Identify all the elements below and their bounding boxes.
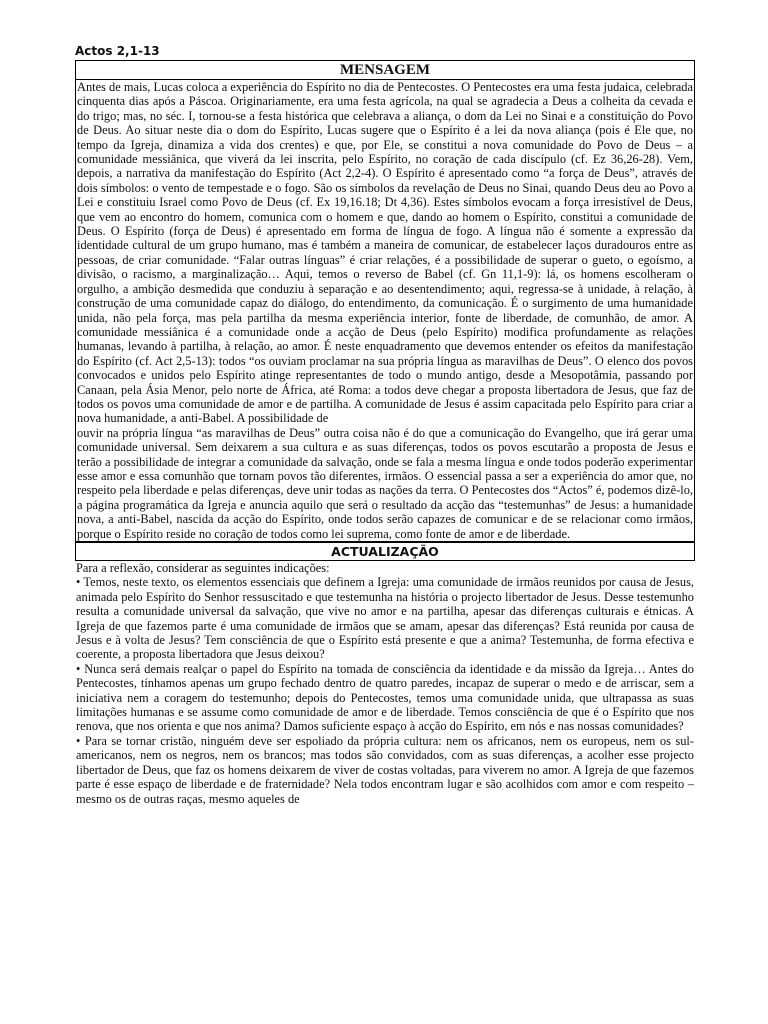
section-body-actualizacao [75, 561, 695, 806]
actualizacao-bullet-1: • Temos, neste texto, os elementos essenciais que definem a Igreja: uma comunidade de irmãos reunidos por causa de Jesus, animada pelo Espírito do Senhor ressuscitado e que testemunha na história o projecto libertador de Jesus. Desse testemunho resulta a comunidade universal da salvação, que vive no amor e na partilha, apesar das diferenças culturais e étnicas. A Igreja de que fazemos parte é uma comunidade de irmãos que se amam, apesar das diferenças? Está reunida por causa de Jesus e à volta de Jesus? Tem consciência de que o Espírito está presente e que a anima? Testemunha, de forma efectiva e coerente, a proposta libertadora que Jesus deixou? [76, 575, 694, 662]
document-page [75, 43, 695, 806]
section-title-mensagem: MENSAGEM [75, 60, 695, 80]
scripture-reference: Actos 2,1-13 [75, 44, 160, 58]
section-body-mensagem [75, 80, 695, 542]
section-title-actualizacao: ACTUALIZAÇÃO [75, 542, 695, 561]
actualizacao-bullet-3: • Para se tornar cristão, ninguém deve ser espoliado da própria cultura: nem os africanos, nem os europeus, nem os sul-americanos, nem os negros, nem os brancos; mas todos são convidados, com as suas diferenças, a acolher esse projecto libertador de Deus, que faz os homens deixarem de viver de costas voltadas, para viverem no amor. A Igreja de que fazemos parte é esse espaço de liberdade e de fraternidade? Nela todos encontram lugar e são acolhidos com amor e com respeito – mesmo os de outras raças, mesmo aqueles de [76, 733, 694, 806]
actualizacao-bullet-2: • Nunca será demais realçar o papel do Espírito na tomada de consciência da identidade e da missão da Igreja… Antes do Pentecostes, tínhamos apenas um grupo fechado dentro de quatro paredes, incapaz de superar o medo e de arriscar, sem a iniciativa nem a coragem do testemunho; depois do Pentecostes, temos uma comunidade unida, que ultrapassa as suas limitações humanas e se assume como comunidade de amor e de liberdade. Temos consciência de que é o Espírito que nos renova, que nos orienta e que nos anima? Damos suficiente espaço à acção do Espírito, em nós e nas nossas comunidades? [76, 661, 694, 734]
mensagem-paragraph-1: Antes de mais, Lucas coloca a experiência do Espírito no dia de Pentecostes. O Pentecostes era uma festa judaica, celebrada cinquenta dias após a Páscoa. Originariamente, era uma festa agrícola, na qual se agradecia a Deus a colheita da cevada e do trigo; mas, no séc. I, tornou-se a festa histórica que celebrava a aliança, o dom da Lei no Sinai e a constituição do Povo de Deus. Ao situar neste dia o dom do Espírito, Lucas sugere que o Espírito é a lei da nova aliança (pois é Ele que, no tempo da Igreja, dinamiza a vida dos crentes) e que, por Ele, se constitui a nova comunidade do Povo de Deus – a comunidade messiânica, que viverá da lei inscrita, pelo Espírito, no coração de cada discípulo (cf. Ez 36,26-28). Vem, depois, a narrativa da manifestação do Espírito (Act 2,2-4). O Espírito é apresentado como “a força de Deus”, através de dois símbolos: o vento de tempestade e o fogo. São os símbolos da revelação de Deus no Sinai, quando Deus deu ao Povo a Lei e constituiu Israel como Povo de Deus (cf. Ex 19,16.18; Dt 4,36). Estes símbolos evocam a força irresistível de Deus, que vem ao encontro do homem, comunica com o homem e que, dando ao homem o Espírito, constitui a comunidade de Deus. O Espírito (força de Deus) é apresentado em forma de língua de fogo. A língua não é somente a expressão da identidade cultural de um grupo humano, mas é também a maneira de comunicar, de estabelecer laços duradouros entre as pessoas, de criar comunidade. “Falar outras línguas” é criar relações, é a possibilidade de superar o gueto, o egoísmo, a divisão, o racismo, a marginalização… Aqui, temos o reverso de Babel (cf. Gn 11,1-9): lá, os homens escolheram o orgulho, a ambição desmedida que conduziu à separação e ao desentendimento; aqui, regressa-se à unidade, à relação, à construção de uma comunidade capaz do diálogo, do entendimento, da comunicação. É o surgimento de uma humanidade unida, não pela força, mas pela partilha da mesma experiência interior, fonte de liberdade, de comunhão, de amor. A comunidade messiânica é a comunidade onde a acção de Deus (pelo Espírito) modifica profundamente as relações humanas, levando à partilha, à relação, ao amor. É neste enquadramento que devemos entender os efeitos da manifestação do Espírito (cf. Act 2,5-13): todos “os ouviam proclamar na sua própria língua as maravilhas de Deus”. O elenco dos povos convocados e unidos pelo Espírito atinge representantes de todo o mundo antigo, desde a Mesopotâmia, passando por Canaan, pela Ásia Menor, pelo norte de África, até Roma: a todos deve chegar a proposta libertadora de Jesus, que faz de todos os povos uma comunidade de amor e de partilha. A comunidade de Jesus é assim capacitada pelo Espírito para criar a nova humanidade, a anti-Babel. A possibilidade de [77, 80, 693, 426]
actualizacao-intro: Para a reflexão, considerar as seguintes indicações: [76, 561, 330, 575]
mensagem-paragraph-2: ouvir na própria língua “as maravilhas de Deus” outra coisa não é do que a comunicação do Evangelho, que irá gerar uma comunidade universal. Sem deixarem a sua cultura e as suas diferenças, todos os povos escutarão a proposta de Jesus e terão a possibilidade de integrar a comunidade da salvação, onde se fala a mesma língua e onde todos poderão experimentar esse amor e essa comunhão que tornam povos tão diferentes, irmãos. O essencial passa a ser a experiência do amor que, no respeito pela liberdade e pelas diferenças, deve unir todas as nações da terra. O Pentecostes dos “Actos” é, podemos dizê-lo, a página programática da Igreja e anuncia aquilo que será o resultado da acção das “testemunhas” de Jesus: a humanidade nova, a anti-Babel, nascida da acção do Espírito, onde todos serão capazes de comunicar e de se relacionar como irmãos, porque o Espírito reside no coração de todos como lei suprema, como fonte de amor e de liberdade. [77, 425, 693, 541]
